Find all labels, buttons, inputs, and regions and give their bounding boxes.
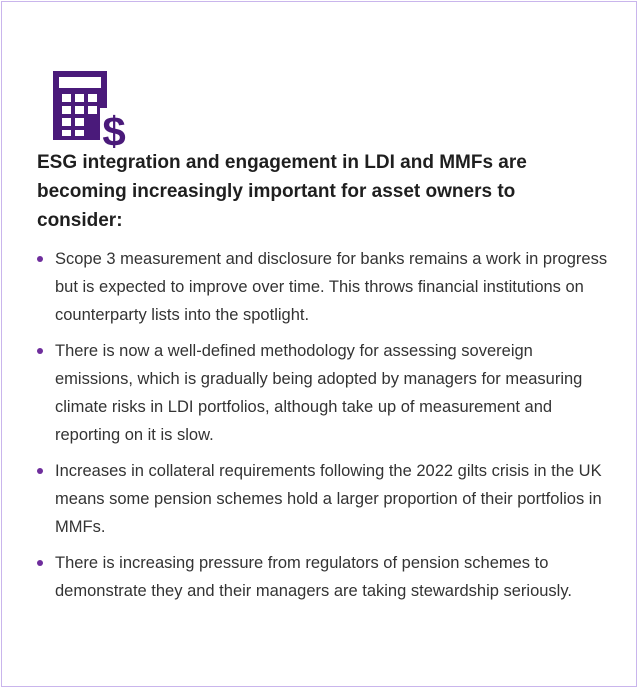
card-heading: ESG integration and engagement in LDI and MMFs are becoming increasingly important for asset owners to consider:	[37, 152, 527, 231]
bullet-text: There is now a well-defined methodology for assessing sovereign emissions, which is gradually being adopted by managers for measuring climate risks in LDI portfolios, although take up of measurement and reporting on it is slow.	[55, 342, 583, 444]
bullet-text: There is increasing pressure from regulators of pension schemes to demonstrate they and their managers are taking stewardship seriously.	[55, 554, 572, 600]
bullet-item	[37, 245, 612, 329]
bullet-list	[37, 245, 612, 613]
svg-text:$: $	[102, 108, 126, 148]
bullet-dot-icon	[37, 256, 43, 262]
bullet-text: Increases in collateral requirements following the 2022 gilts crisis in the UK means some pension schemes hold a larger proportion of their portfolios in MMFs.	[55, 462, 602, 536]
bullet-text: Scope 3 measurement and disclosure for banks remains a work in progress but is expected to improve over time. This throws financial institutions on counterparty lists into the spotlight.	[55, 250, 608, 324]
info-card	[1, 1, 637, 687]
bullet-dot-icon	[37, 468, 43, 474]
bullet-item	[37, 457, 612, 541]
calculator-dollar-icon	[50, 68, 130, 148]
bullet-dot-icon	[37, 560, 43, 566]
bullet-dot-icon	[37, 348, 43, 354]
bullet-item	[37, 549, 612, 605]
bullet-item	[37, 337, 612, 449]
